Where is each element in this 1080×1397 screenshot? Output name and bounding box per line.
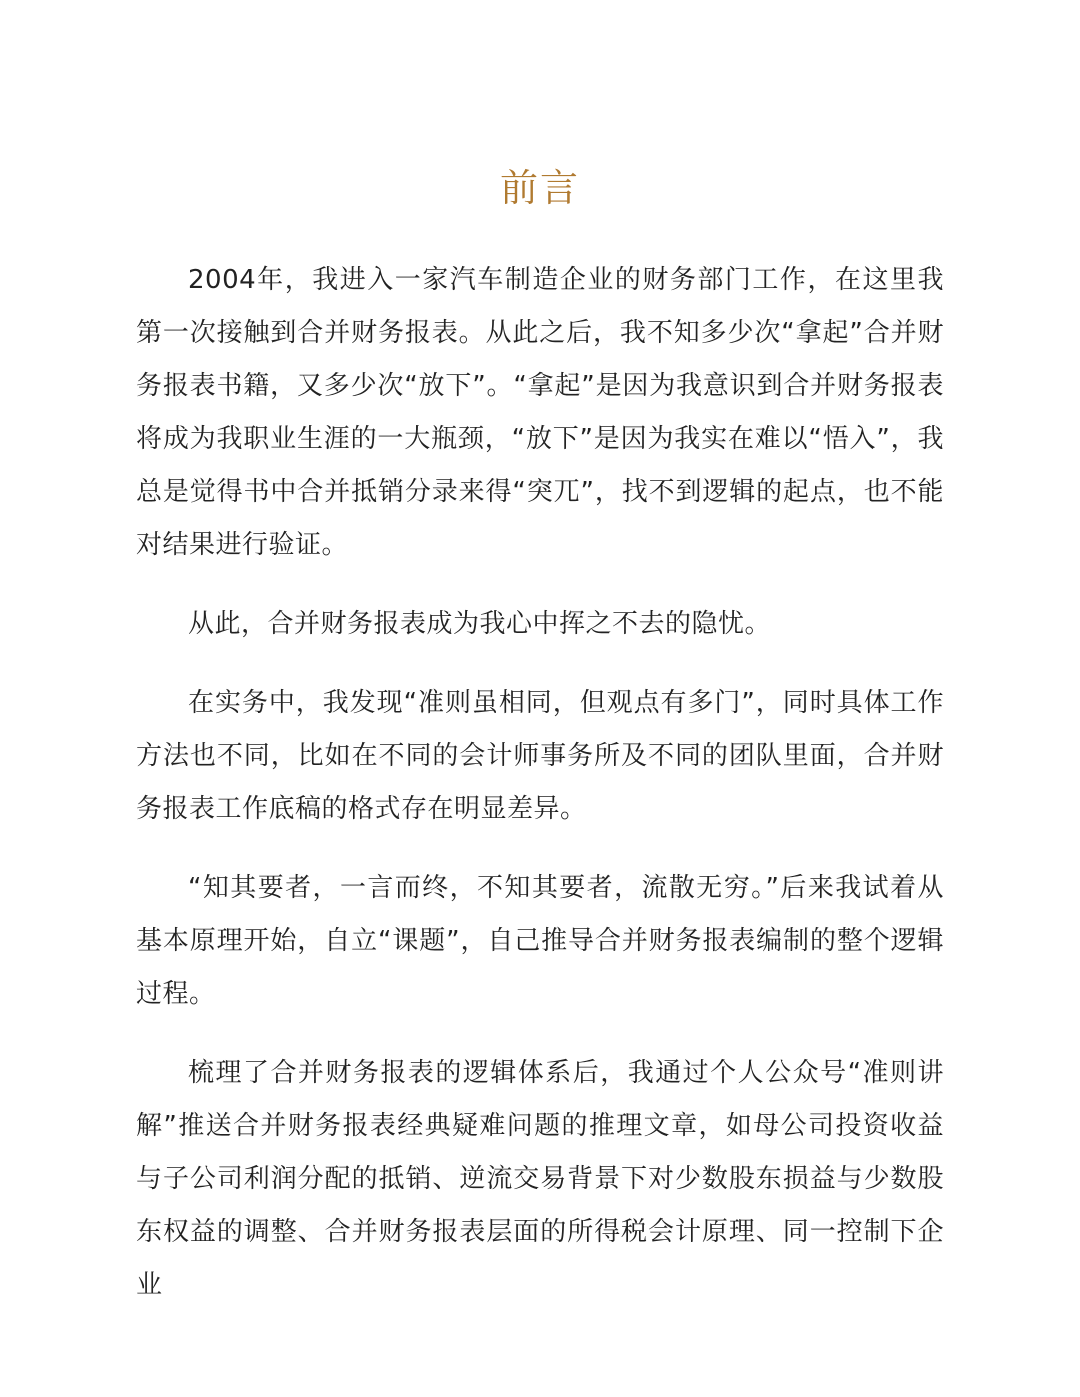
paragraph: “知其要者，一言而终，不知其要者，流散无穷。”后来我试着从基本原理开始，自立“课题”，自己推导合并财务报表编制的整个逻辑过程。	[136, 873, 944, 1009]
paragraph: 从此，合并财务报表成为我心中挥之不去的隐忧。	[188, 609, 772, 639]
body-text	[136, 254, 944, 1338]
paragraph: 在实务中，我发现“准则虽相同，但观点有多门”，同时具体工作方法也不同，比如在不同的会计师事务所及不同的团队里面，合并财务报表工作底稿的格式存在明显差异。	[136, 688, 944, 824]
paragraph: 2004年，我进入一家汽车制造企业的财务部门工作，在这里我第一次接触到合并财务报表。从此之后，我不知多少次“拿起”合并财务报表书籍，又多少次“放下”。“拿起”是因为我意识到合并财务报表将成为我职业生涯的一大瓶颈，“放下”是因为我实在难以“悟入”，我总是觉得书中合并抵销分录来得“突兀”，找不到逻辑的起点，也不能对结果进行验证。	[136, 265, 944, 560]
page-title: 前言	[499, 166, 580, 210]
paragraph: 梳理了合并财务报表的逻辑体系后，我通过个人公众号“准则讲解”推送合并财务报表经典疑难问题的推理文章，如母公司投资收益与子公司利润分配的抵销、逆流交易背景下对少数股东损益与少数股东权益的调整、合并财务报表层面的所得税会计原理、同一控制下企业	[136, 1058, 944, 1300]
